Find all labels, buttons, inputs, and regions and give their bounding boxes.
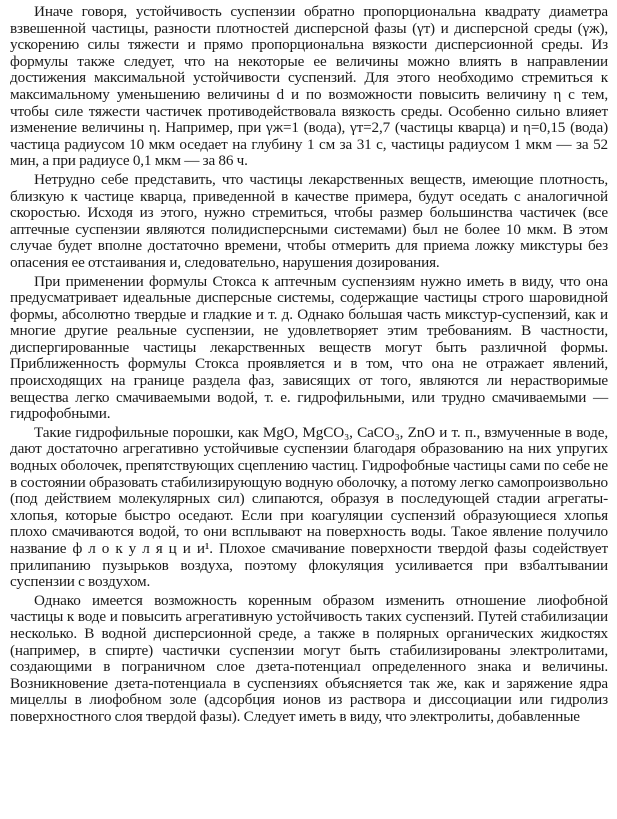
paragraph-stability: Иначе говоря, устойчивость суспензии обратно пропорциональна квадрату диаметра взвешенной частицы, разности плотностей дисперсной фазы (γт) и дисперсной среды (γж), ускорению силы тяжести и прямо пропорциональна вязкости дисперсионной среды. Из формулы также следует, что на некоторые ее величины можно влиять в направлении достижения максимальной устойчивости суспензий. Для этого необходимо стремиться к максимальному уменьшению величины d и по возможности повысить величину η с тем, чтобы силе тяжести частичек противодействовала вязкость среды. Особенно сильно влияет изменение величины η. Например, при γж=1 (вода), γт=2,7 (частицы кварца) и η=0,15 (вода) частица радиусом 10 мкм оседает на глубину 1 см за 31 с, частицы радиусом 1 мкм — за 52 мин, а при радиусе 0,1 мкм — за 86 ч.	[10, 3, 608, 170]
paragraph-stokes-formula: При применении формулы Стокса к аптечным суспензиям нужно иметь в виду, что она предусматривает идеальные дисперсные системы, содержащие частицы строго шаровидной формы, абсолютно твердые и гладкие и т. д. Однако бо́льшая часть микстур-суспензий, как и многие другие реальные суспензии, не удовлетворяет этим требованиям. В частности, диспергированные частицы лекарственных веществ могут быть различной формы. Приближенность формулы Стокса проявляется и в том, что она не отражает явлений, происходящих на границе раздела фаз, зависящих от того, являются ли нерастворимые вещества легко смачиваемыми водой, т. е. гидрофильными, или трудно смачиваемыми — гидрофобными.	[10, 272, 608, 423]
paragraph-particle-size: Нетрудно себе представить, что частицы лекарственных веществ, имеющие плотность, близкую к частице кварца, приведенной в качестве примера, будут оседать с аналогичной скоростью. Исходя из этого, нужно стремиться, чтобы размер большинства частичек (все аптечные суспензии являются полидисперсными системами) был не более 10 мкм. В этом случае будет вполне достаточно времени, чтобы отмерить для приема ложку микстуры без опасения ее отстаивания и, следовательно, нарушения дозирования.	[10, 170, 608, 271]
paragraph-stabilization: Однако имеется возможность коренным образом изменить отношение лиофобной частицы к воде и повысить агрегативную устойчивость таких суспензий. Путей стабилизации несколько. В водной дисперсионной среде, а также в полярных органических жидкостях (например, в спирте) частички суспензии могут быть стабилизированы электролитами, создающими в пограничном слое дзета-потенциал определенного знака и величины. Возникновение дзета-потенциала в суспензиях объясняется так же, как и заряжение ядра мицеллы в лиофобном золе (адсорбция ионов из раствора и диссоциации или гидролиз поверхностного слоя твердой фазы). Следует иметь в виду, что электролиты, добавленные	[10, 591, 608, 725]
paragraph-hydrophilic-powders: Такие гидрофильные порошки, как MgO, MgCO₃, CaCO₃, ZnO и т. п., взмученные в воде, дают достаточно агрегативно устойчивые суспензии благодаря образованию на них упругих водных оболочек, препятствующих сцеплению частиц. Гидрофобные частицы сами по себе не в состоянии образовать стабилизирующую водную оболочку, а потому легко самопроизвольно (под действием молекулярных сил) слипаются, образуя в последующей стадии агрегаты-хлопья, которые быстро оседают. Если при коагуляции суспензий образующиеся хлопья плохо смачиваются водой, то они всплывают на поверхность воды. Такое явление получило название ф л о к у л я ц и и¹. Плохое смачивание поверхности твердой фазы содействует прилипанию пузырьков воздуха, поэтому флокуляция усиливается при взбалтывании суспензии с воздухом.	[10, 423, 608, 591]
